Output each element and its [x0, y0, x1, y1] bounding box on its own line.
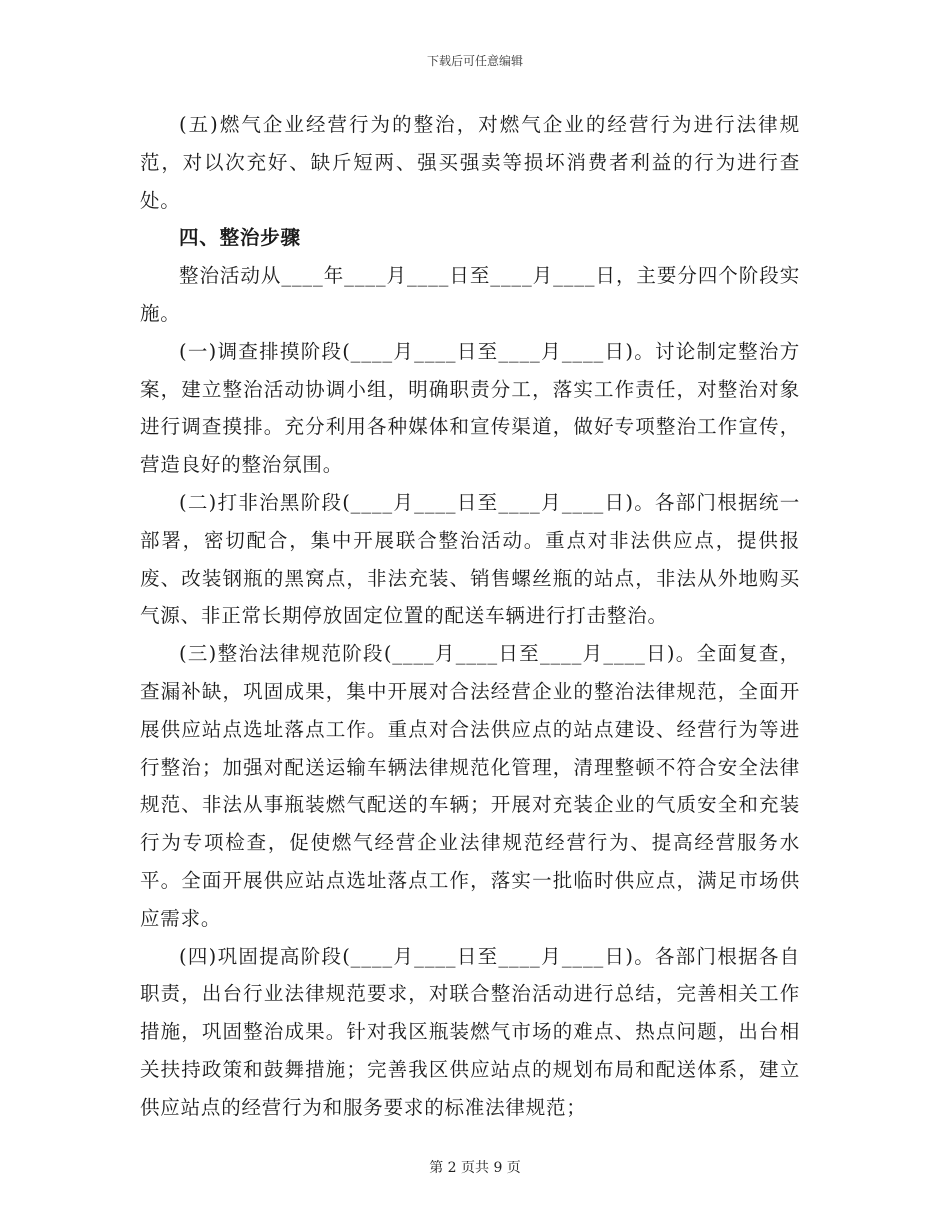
page-number: 第 2 页共 9 页 [429, 1160, 521, 1176]
page-header: 下载后可任意编辑 [426, 54, 523, 68]
paragraph-stage-2: (二)打非治黑阶段(____月____日至____月____日)。各部门根据统一部署，密切配合，集中开展联合整治活动。重点对非法供应点，提供报废、改装钢瓶的黑窝点，非法充装、销售螺丝瓶的站点，非法从外地购买气源、非正常长期停放固定位置的配送车辆进行打击整治。 [140, 490, 800, 628]
document-body [140, 106, 800, 1127]
section-heading-steps: 四、整治步骤 [179, 226, 301, 250]
paragraph-stage-4: (四)巩固提高阶段(____月____日至____月____日)。各部门根据各自职责，出台行业法律规范要求，对联合整治活动进行总结，完善相关工作措施，巩固整治成果。针对我区瓶装燃气市场的难点、热点问题，出台相关扶持政策和鼓舞措施；完善我区供应站点的规划布局和配送体系，建立供应站点的经营行为和服务要求的标准法律规范； [140, 944, 800, 1119]
paragraph-intro: 整治活动从____年____月____日至____月____日，主要分四个阶段实施。 [140, 264, 800, 325]
paragraph-stage-3: (三)整治法律规范阶段(____月____日至____月____日)。全面复查，查漏补缺，巩固成果，集中开展对合法经营企业的整治法律规范，全面开展供应站点选址落点工作。重点对合法供应点的站点建设、经营行为等进行整治；加强对配送运输车辆法律规范化管理，清理整顿不符合安全法律规范、非法从事瓶装燃气配送的车辆；开展对充装企业的气质安全和充装行为专项检查，促使燃气经营企业法律规范经营行为、提高经营服务水平。全面开展供应站点选址落点工作，落实一批临时供应点，满足市场供应需求。 [140, 642, 800, 930]
paragraph-stage-1: (一)调查排摸阶段(____月____日至____月____日)。讨论制定整治方案，建立整治活动协调小组，明确职责分工，落实工作责任，对整治对象进行调查摸排。充分利用各种媒体和宣传渠道，做好专项整治工作宣传，营造良好的整治氛围。 [140, 339, 800, 477]
paragraph-enterprise-conduct: (五)燃气企业经营行为的整治，对燃气企业的经营行为进行法律规范，对以次充好、缺斤短两、强买强卖等损坏消费者利益的行为进行查处。 [140, 113, 800, 212]
